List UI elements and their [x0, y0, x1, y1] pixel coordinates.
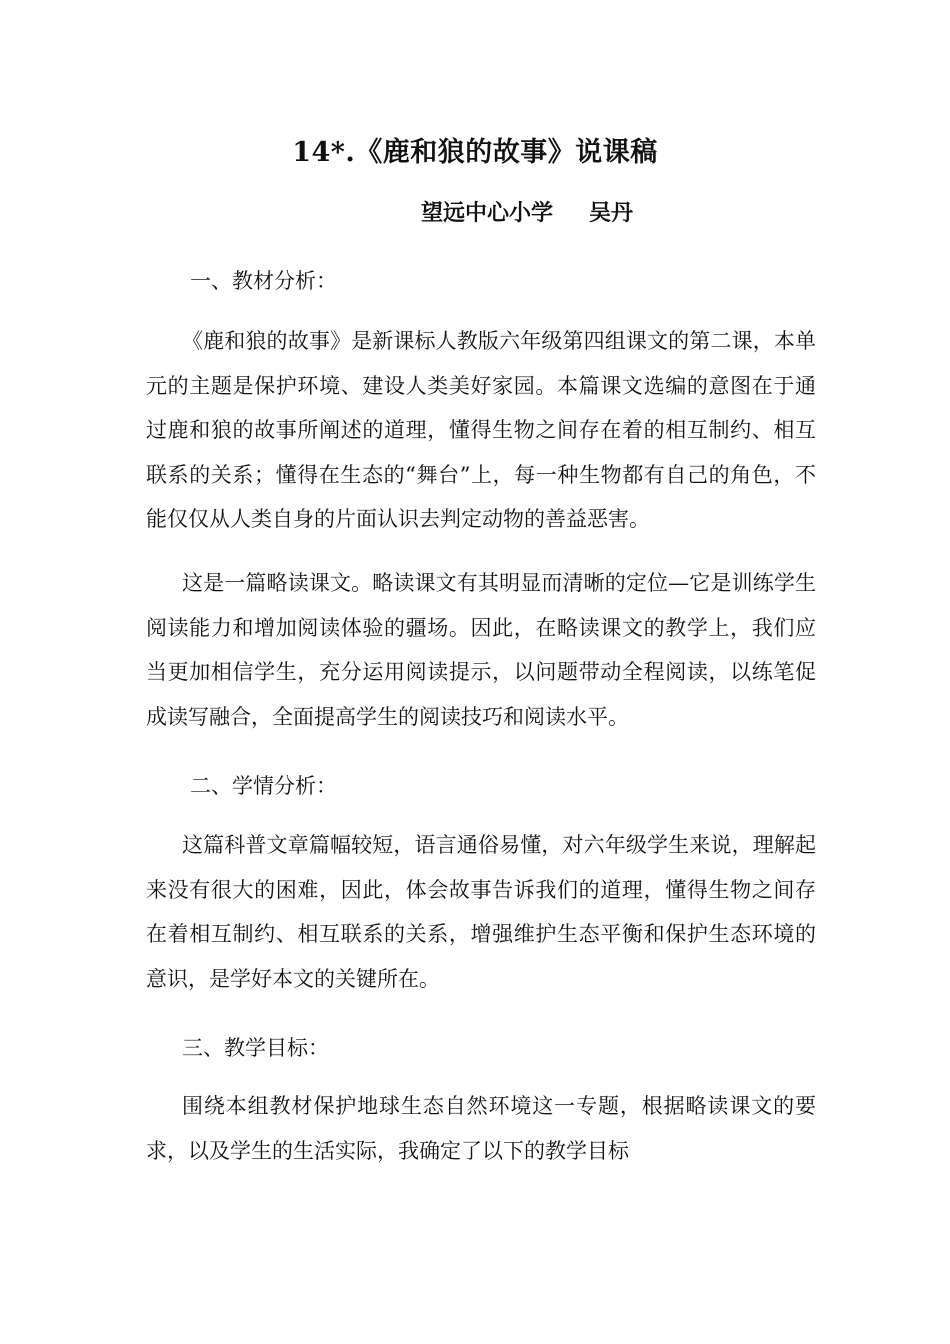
paragraph: 围绕本组教材保护地球生态自然环境这一专题，根据略读课文的要求，以及学生的生活实际，我确定了以下的教学目标	[146, 1094, 816, 1163]
section-heading-textbook-analysis: 一、教材分析：	[190, 269, 337, 293]
author-name: 吴丹	[589, 200, 634, 226]
document-title: 14*.《鹿和狼的故事》说课稿	[292, 137, 658, 168]
section-heading-teaching-goals: 三、教学目标：	[182, 1036, 329, 1060]
school-name: 望远中心小学	[421, 200, 554, 226]
paragraph: 这是一篇略读课文。略读课文有其明显而清晰的定位—它是训练学生阅读能力和增加阅读体验的疆场。因此，在略读课文的教学上，我们应当更加相信学生，充分运用阅读提示，以问题带动全程阅读，以练笔促成读写融合，全面提高学生的阅读技巧和阅读水平。	[146, 571, 816, 729]
section-heading-learner-analysis: 二、学情分析：	[190, 774, 337, 798]
paragraph: 《鹿和狼的故事》是新课标人教版六年级第四组课文的第二课，本单元的主题是保护环境、建设人类美好家园。本篇课文选编的意图在于通过鹿和狼的故事所阐述的道理，懂得生物之间存在着的相互制约、相互联系的关系；懂得在生态的“舞台”上，每一种生物都有自己的角色，不能仅仅从人类自身的片面认识去判定动物的善益恶害。	[146, 329, 816, 531]
paragraph: 这篇科普文章篇幅较短，语言通俗易懂，对六年级学生来说，理解起来没有很大的困难，因此，体会故事告诉我们的道理，懂得生物之间存在着相互制约、相互联系的关系，增强维护生态平衡和保护生态环境的意识，是学好本文的关键所在。	[146, 833, 816, 991]
byline	[421, 196, 633, 227]
